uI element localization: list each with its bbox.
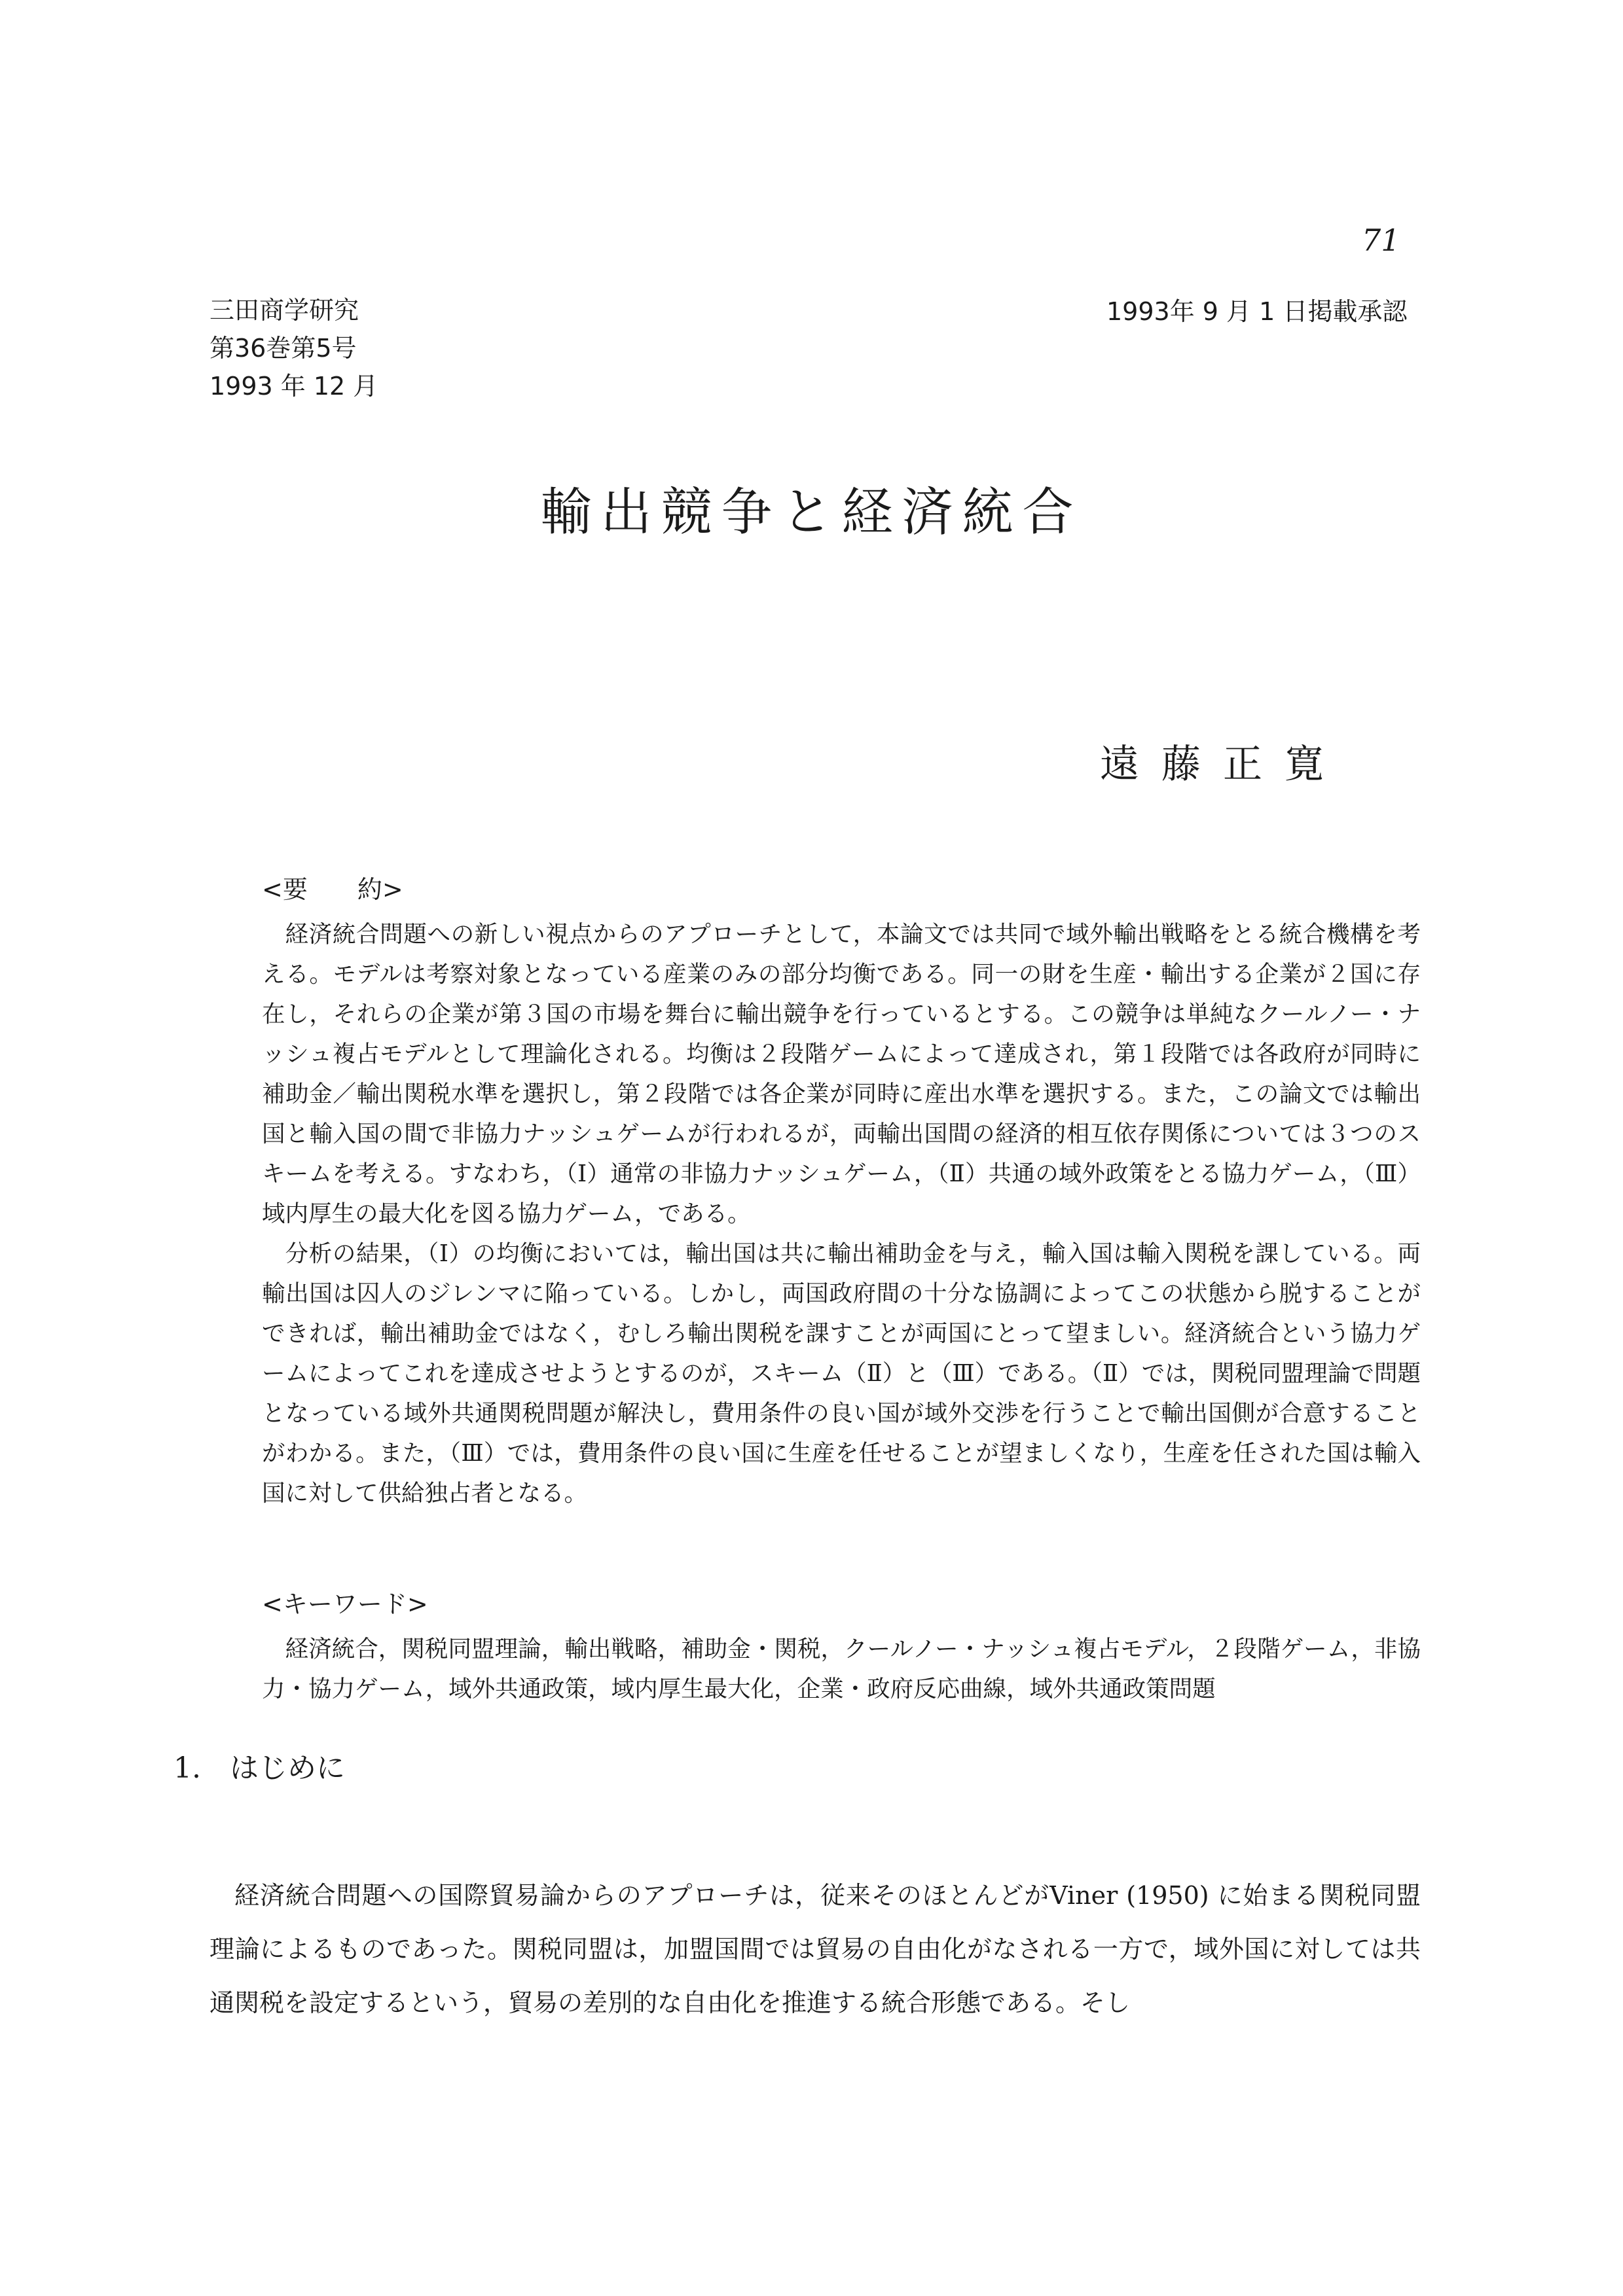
abstract-paragraph: 分析の結果，（Ⅰ）の均衡においては，輸出国は共に輸出補助金を与え，輸入国は輸入関税を課している。両輸出国は囚人のジレンマに陥っている。しかし，両国政府間の十分な協調によってこの状態から脱することができれば，輸出補助金ではなく，むしろ輸出関税を課すことが両国にとって望ましい。経済統合という協力ゲームによってこれを達成させようとするのが，スキーム（Ⅱ）と（Ⅲ）である。（Ⅱ）では，関税同盟理論で問題となっている域外共通関税問題が解決し，費用条件の良い国が域外交渉を行うことで輸出国側が合意することがわかる。また，（Ⅲ）では，費用条件の良い国に生産を任せることが望ましくなり，生産を任された国は輸入国に対して供給独占者となる。	[262, 1240, 1421, 1507]
accepted-date: 1993年 9 月 1 日掲載承認	[1106, 297, 1408, 326]
paper-title: 輸出競争と経済統合	[540, 483, 1083, 542]
body-paragraph: 経済統合問題への国際貿易論からのアプローチは，従来そのほとんどがViner (1950) に始まる関税同盟理論によるものであった。関税同盟は，加盟国間では貿易の自由化がなされる一方で，域外国に対しては共通関税を設定するという，貿易の差別的な自由化を推進する統合形態である。そし	[210, 1881, 1421, 2017]
keywords-heading: <キーワード>	[262, 1590, 428, 1619]
author-name: 遠藤正寛	[1100, 742, 1346, 787]
abstract-paragraph: 経済統合問題への新しい視点からのアプローチとして，本論文では共同で域外輸出戦略をとる統合機構を考える。モデルは考察対象となっている産業のみの部分均衡である。同一の財を生産・輸出する企業が２国に存在し，それらの企業が第３国の市場を舞台に輸出競争を行っているとする。この競争は単純なクールノー・ナッシュ複占モデルとして理論化される。均衡は２段階ゲームによって達成され，第１段階では各政府が同時に補助金／輸出関税水準を選択し，第２段階では各企業が同時に産出水準を選択する。また，この論文では輸出国と輸入国の間で非協力ナッシュゲームが行われるが，両輸出国間の経済的相互依存関係については３つのスキームを考える。すなわち，（Ⅰ）通常の非協力ナッシュゲーム，（Ⅱ）共通の域外政策をとる協力ゲーム，（Ⅲ）域内厚生の最大化を図る協力ゲーム，である。	[262, 921, 1421, 1227]
keywords-section	[262, 1584, 1421, 1709]
keywords-list: 経済統合，関税同盟理論，輸出戦略，補助金・関税，クールノー・ナッシュ複占モデル，２段階ゲーム，非協力・協力ゲーム，域外共通政策，域内厚生最大化，企業・政府反応曲線，域外共通政策問題	[262, 1636, 1421, 1702]
page-number: 71	[1362, 223, 1400, 258]
section-heading: 1. はじめに	[173, 1751, 345, 1785]
abstract-heading: <要 約>	[262, 875, 403, 904]
journal-name: 三田商学研究	[210, 296, 359, 325]
body-text	[210, 1869, 1421, 2030]
journal-info	[210, 291, 378, 405]
issue-date: 1993 年 12 月	[210, 372, 378, 401]
abstract-section	[262, 869, 1421, 1513]
volume-issue: 第36巻第5号	[210, 334, 357, 363]
